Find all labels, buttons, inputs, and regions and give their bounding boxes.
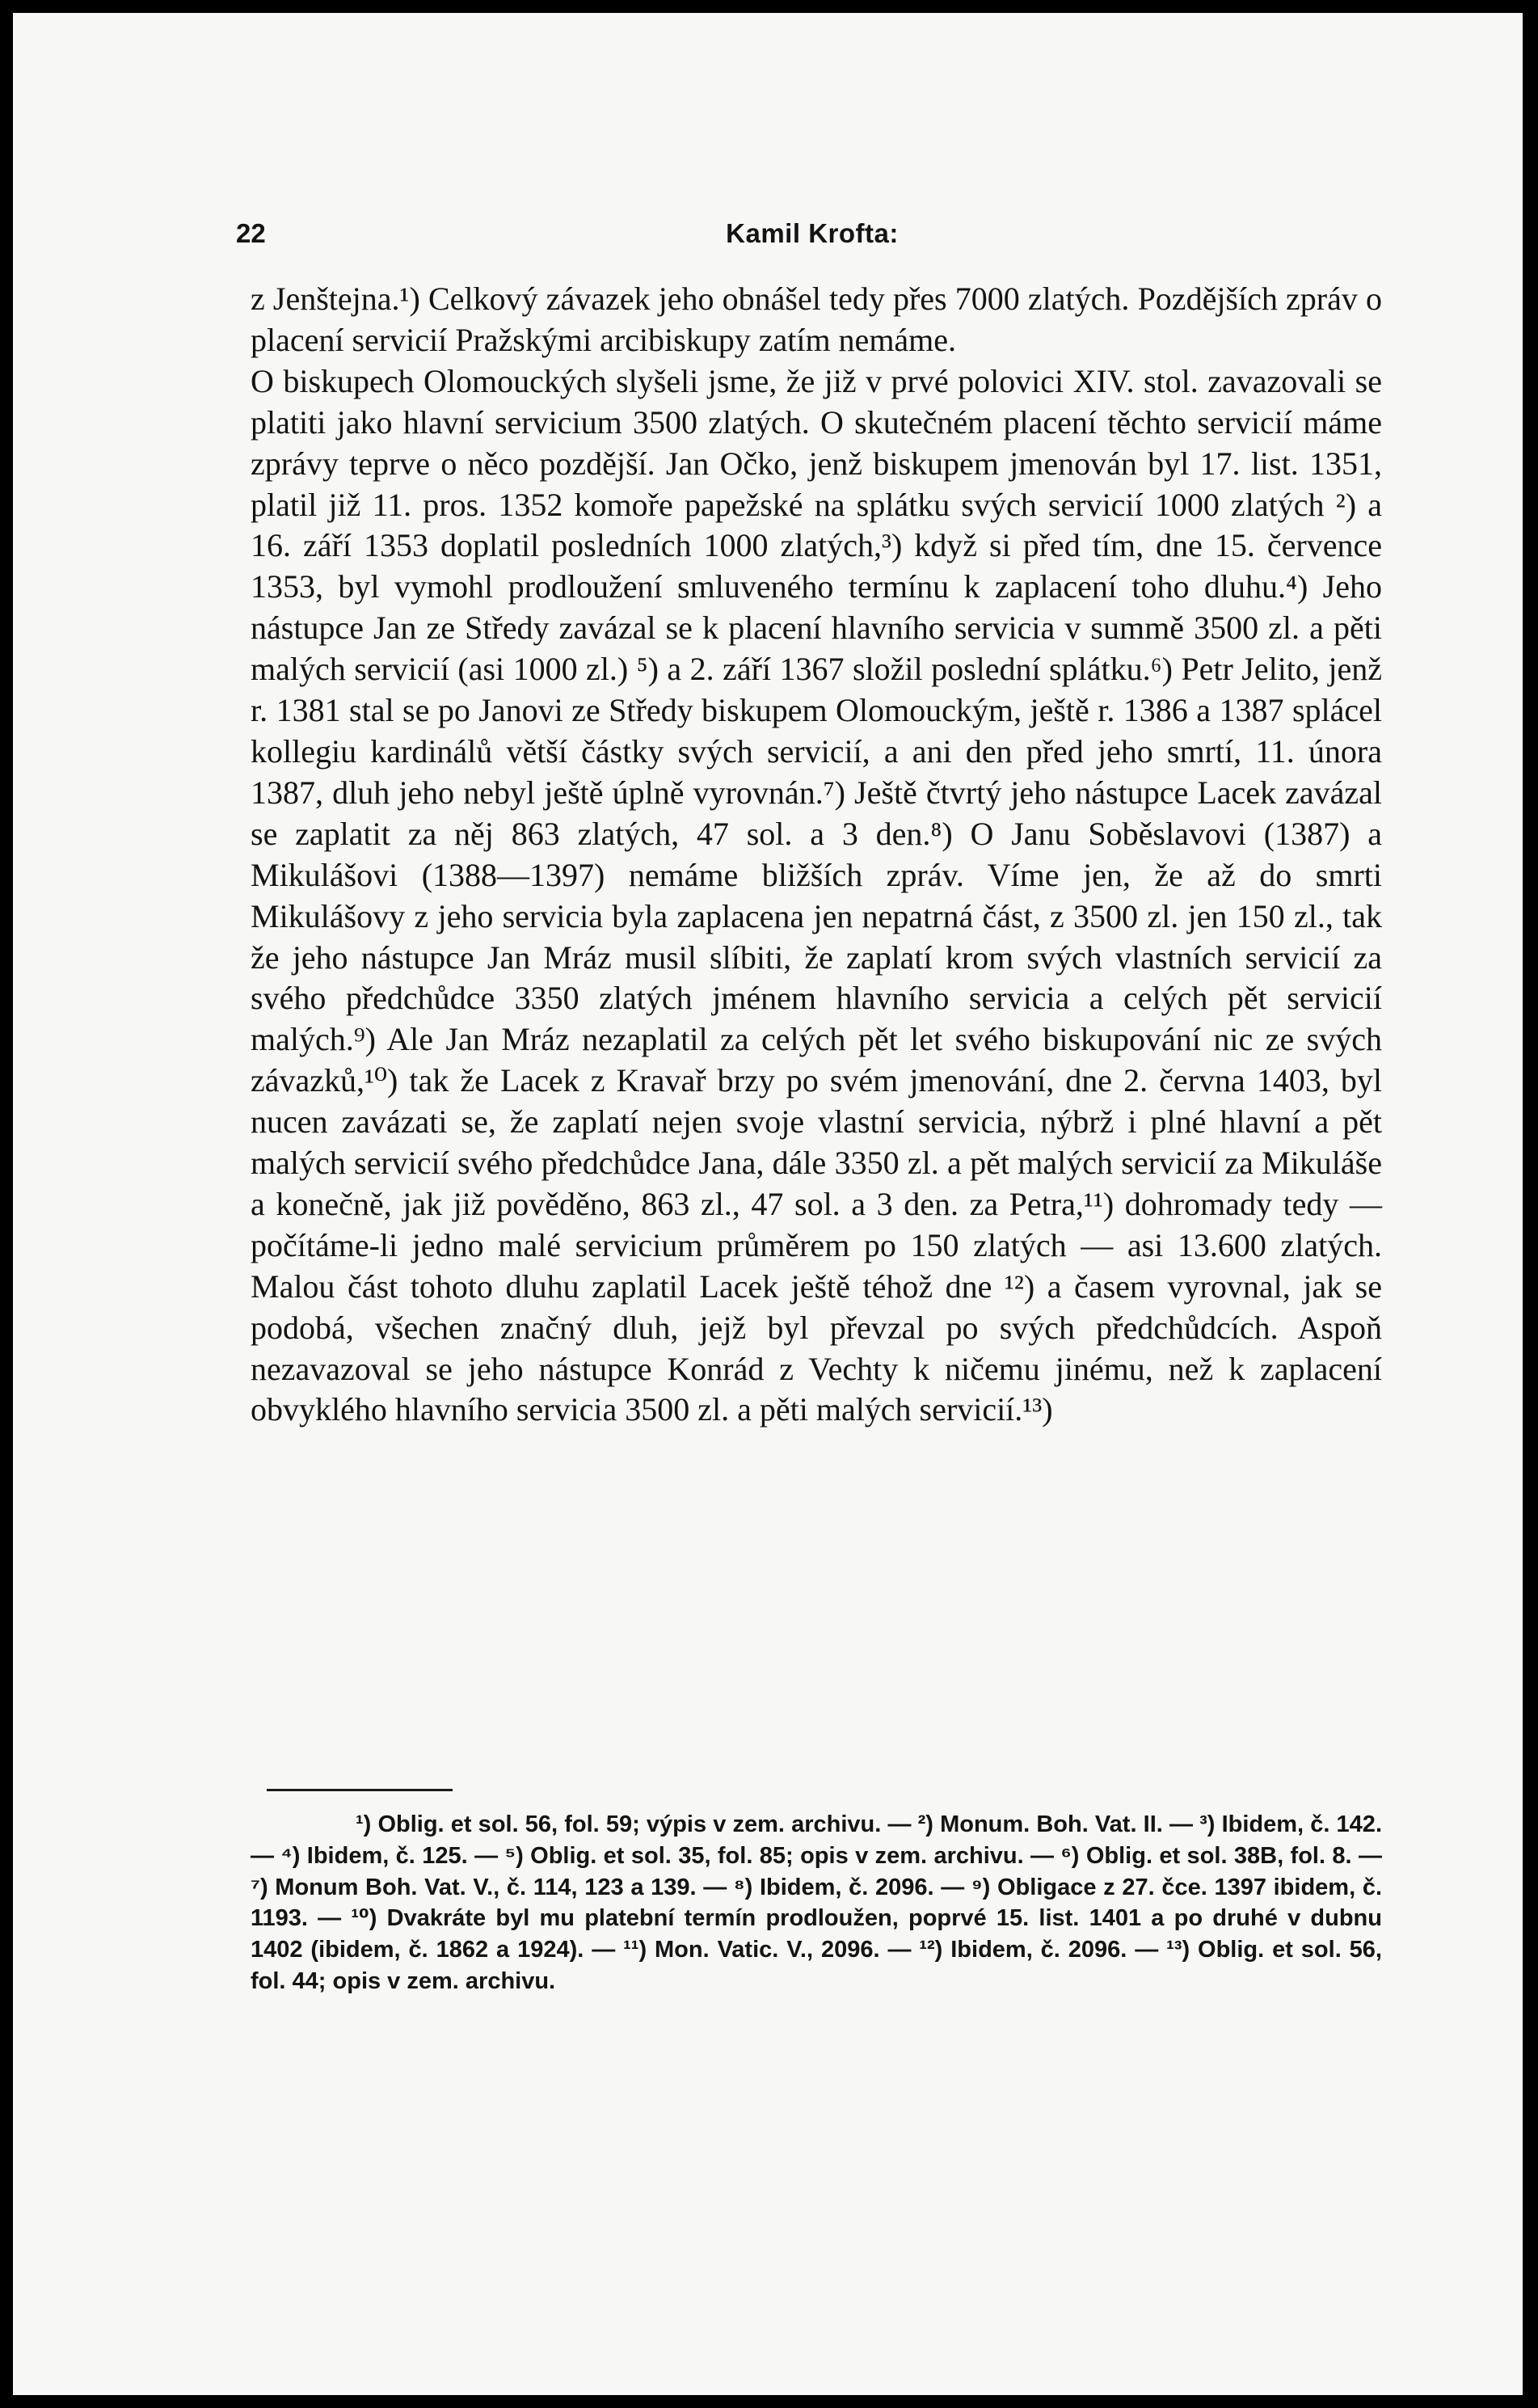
footnote-separator <box>267 1789 453 1791</box>
paragraph-1: z Jenštejna.¹) Celkový závazek jeho obnášel tedy přes 7000 zlatých. Pozdějších zpráv o placení servicií Pražskými arcibiskupy zatím nemáme. <box>251 280 1382 358</box>
footnotes-text: ¹) Oblig. et sol. 56, fol. 59; výpis v zem. archivu. — ²) Monum. Boh. Vat. II. — ³) Ibidem, č. 142. — ⁴) Ibidem, č. 125. — ⁵) Oblig. et sol. 35, fol. 85; opis v zem. archivu. — ⁶) Oblig. et sol. 38B, fol. 8. — ⁷) Monum Boh. Vat. V., č. 114, 123 a 139. — ⁸) Ibidem, č. 2096. — ⁹) Obligace z 27. čce. 1397 ibidem, č. 1193. — ¹⁰) Dvakráte byl mu platební termín prodloužen, poprvé 15. list. 1401 a po druhé v dubnu 1402 (ibidem, č. 1862 a 1924). — ¹¹) Mon. Vatic. V., 2096. — ¹²) Ibidem, č. 2096. — ¹³) Oblig. et sol. 56, fol. 44; opis v zem. archivu. <box>251 1811 1382 1994</box>
page-number: 22 <box>236 218 266 248</box>
footnotes <box>251 1809 1382 1997</box>
paragraph-2: O biskupech Olomouckých slyšeli jsme, že již v prvé polovici XIV. stol. zavazovali se platiti jako hlavní servicium 3500 zlatých. O skutečném placení těchto servicií máme zprávy teprve o něco pozdější. Jan Očko, jenž biskupem jmenován byl 17. list. 1351, platil již 11. pros. 1352 komoře papežské na splátku svých servicií 1000 zlatých ²) a 16. září 1353 doplatil posledních 1000 zlatých,³) když si před tím, dne 15. července 1353, byl vymohl prodloužení smluveného termínu k zaplacení toho dluhu.⁴) Jeho nástupce Jan ze Středy zavázal se k placení hlavního servicia v summě 3500 zl. a pěti malých servicií (asi 1000 zl.) ⁵) a 2. září 1367 složil poslední splátku.⁶) Petr Jelito, jenž r. 1381 stal se po Janovi ze Středy biskupem Olomouckým, ještě r. 1386 a 1387 splácel kollegiu kardinálů větší částky svých servicií, a ani den před jeho smrtí, 11. února 1387, dluh jeho nebyl ještě úplně vyrovnán.⁷) Ještě čtvrtý jeho nástupce Lacek zavázal se zaplatit za něj 863 zlatých, 47 sol. a 3 den.⁸) O Janu Soběslavovi (1387) a Mikulášovi (1388—1397) nemáme bližších zpráv. Víme jen, že až do smrti Mikulášovy z jeho servicia byla zaplacena jen nepatrná část, z 3500 zl. jen 150 zl., tak že jeho nástupce Jan Mráz musil slíbiti, že zaplatí krom svých vlastních servicií za svého předchůdce 3350 zlatých jménem hlavního servicia a celých pět servicií malých.⁹) Ale Jan Mráz nezaplatil za celých pět let svého biskupování nic ze svých závazků,¹⁰) tak že Lacek z Kravař brzy po svém jmenování, dne 2. června 1403, byl nucen zavázati se, že zaplatí nejen svoje vlastní servicia, nýbrž i plné hlavní a pět malých servicií svého předchůdce Jana, dále 3350 zl. a pět malých servicií za Mikuláše a konečně, jak již pověděno, 863 zl., 47 sol. a 3 den. za Petra,¹¹) dohromady tedy — počítáme-li jedno malé servicium průměrem po 150 zlatých — asi 13.600 zlatých. Malou část tohoto dluhu zaplatil Lacek ještě téhož dne ¹²) a časem vyrovnal, jak se podobá, všechen značný dluh, jejž byl převzal po svých předchůdcích. Aspoň nezavazoval se jeho nástupce Konrád z Vechty k ničemu jinému, než k zaplacení obvyklého hlavního servicia 3500 zl. a pěti malých servicií.¹³) <box>251 362 1382 1428</box>
main-text <box>251 279 1382 1431</box>
page-header <box>236 218 1388 267</box>
running-head: Kamil Krofta: <box>726 218 899 248</box>
